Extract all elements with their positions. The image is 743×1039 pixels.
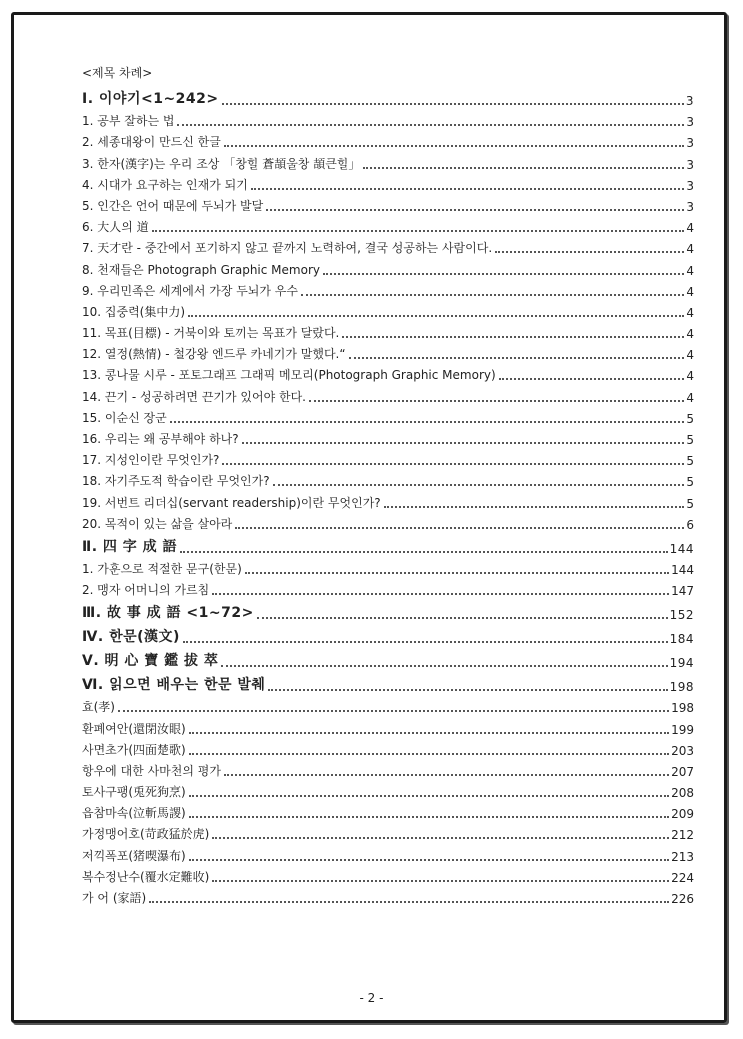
dot-leader xyxy=(189,732,669,734)
toc-page-number: 3 xyxy=(686,178,694,193)
toc-entry-title: 19. 서번트 리더십(servant readership)이란 무엇인가? xyxy=(82,495,381,510)
toc-entry-title: 13. 콩나물 시루 - 포토그래프 그래픽 메모리(Photograph Graphic Memory) xyxy=(82,368,496,383)
toc-entry-title: 5. 인간은 언어 때문에 두뇌가 발달 xyxy=(82,198,264,213)
toc-entry-title: Ⅳ. 한문(漢文) xyxy=(82,629,180,646)
toc-section-entry xyxy=(82,600,694,624)
toc-page-number: 5 xyxy=(686,454,694,469)
toc-entry-title: 7. 天才란 - 중간에서 포기하지 않고 끝까지 노력하여, 결국 성공하는 사람이다. xyxy=(82,241,493,256)
toc-page-number: 224 xyxy=(671,870,694,885)
toc-entry xyxy=(82,428,694,449)
toc-entry xyxy=(82,385,694,406)
toc-entry xyxy=(82,887,694,908)
toc-page-number: 198 xyxy=(671,701,694,716)
toc-page-number: 199 xyxy=(671,722,694,737)
toc-section-entry xyxy=(82,86,694,110)
dot-leader xyxy=(189,859,669,861)
toc-entry-title: 사면초가(四面楚歌) xyxy=(82,742,186,757)
toc-entry-title: 항우에 대한 사마천의 평가 xyxy=(82,763,221,778)
toc-entry-title: 11. 목표(目標) - 거북이와 토끼는 목표가 달랐다. xyxy=(82,326,340,341)
toc-entry-title: 16. 우리는 왜 공부해야 하나? xyxy=(82,432,239,446)
toc-entry-title: Ⅵ. 읽으면 배우는 한문 발췌 xyxy=(82,677,266,694)
toc-page-number: 4 xyxy=(686,284,694,299)
toc-entry xyxy=(82,844,694,865)
dot-leader xyxy=(342,336,684,338)
toc-entry xyxy=(82,802,694,823)
toc-page-number: 3 xyxy=(686,115,694,130)
dot-leader xyxy=(212,593,669,595)
toc-entry xyxy=(82,195,694,216)
toc-entry-title: 2. 세종대왕이 만드신 한글 xyxy=(82,135,221,150)
toc-page-number: 4 xyxy=(686,263,694,278)
toc-entry xyxy=(82,558,694,579)
toc-entry-title: 3. 한자(漢字)는 우리 조상 「창힐 蒼頡울창 頡큰힐」 xyxy=(82,156,361,171)
toc-entry-title: Ⅱ. 四 字 成 語 xyxy=(82,538,178,555)
toc-page-number: 3 xyxy=(685,94,694,108)
toc-entry-title: 18. 자기주도적 학습이란 무엇인가? xyxy=(82,474,270,489)
toc-page-number: 208 xyxy=(671,786,694,801)
toc-entry-title: 2. 맹자 어머니의 가르침 xyxy=(82,583,210,598)
toc-entry-title: 토사구팽(兎死狗烹) xyxy=(82,785,186,800)
dot-leader xyxy=(189,795,669,797)
toc-entry-title: 14. 끈기 - 성공하려면 끈기가 있어야 한다. xyxy=(82,389,306,404)
toc-page-number: 198 xyxy=(669,680,694,695)
dot-leader xyxy=(384,506,685,508)
toc-page-number: 194 xyxy=(669,656,694,671)
toc-entry-title: 15. 이순신 장군 xyxy=(82,410,167,425)
dot-leader xyxy=(189,753,669,755)
toc-page-number: 4 xyxy=(686,221,694,236)
dot-leader xyxy=(235,527,684,529)
toc-entry-title: 1. 가훈으로 적절한 문구(한문) xyxy=(82,561,242,576)
toc-entry xyxy=(82,280,694,301)
dot-leader xyxy=(212,880,669,882)
toc-entry xyxy=(82,343,694,364)
dot-leader xyxy=(242,442,685,444)
toc-page-number: 152 xyxy=(669,608,694,623)
toc-entry xyxy=(82,237,694,258)
dot-leader xyxy=(349,357,685,359)
toc-page-number: 144 xyxy=(671,562,694,577)
toc-entry xyxy=(82,781,694,802)
toc-entry xyxy=(82,131,694,152)
toc-entry-title: Ⅰ. 이야기<1~242> xyxy=(82,91,219,107)
toc-entry xyxy=(82,717,694,738)
toc-entry xyxy=(82,407,694,428)
dot-leader xyxy=(149,901,669,903)
dot-leader xyxy=(266,209,684,211)
toc-page-number: 5 xyxy=(686,411,694,426)
toc-page-number: 5 xyxy=(686,433,694,447)
toc-entry-title: 9. 우리민족은 세계에서 가장 두뇌가 우수 xyxy=(82,283,298,298)
toc-entry xyxy=(82,216,694,237)
table-of-contents xyxy=(82,86,694,908)
toc-entry-title: Ⅲ. 故 事 成 語 <1~72> xyxy=(82,605,254,622)
dot-leader xyxy=(170,421,685,423)
toc-entry xyxy=(82,364,694,385)
toc-section-entry xyxy=(82,672,694,696)
dot-leader xyxy=(257,617,668,619)
toc-entry-title: 환폐여안(還閉汝眼) xyxy=(82,721,186,736)
toc-entry xyxy=(82,470,694,491)
toc-page-number: 4 xyxy=(686,242,694,257)
toc-entry-title: 20. 목적이 있는 삶을 살아라 xyxy=(82,516,233,531)
toc-page-number: 4 xyxy=(686,348,694,363)
dot-leader xyxy=(180,551,668,553)
toc-entry-title: 가 어 (家語) xyxy=(82,891,147,905)
toc-page-number: 226 xyxy=(671,892,694,906)
toc-entry-title: 저끽폭포(猪喫瀑布) xyxy=(82,848,186,863)
toc-page-number: 213 xyxy=(671,849,694,864)
toc-entry xyxy=(82,696,694,717)
dot-leader xyxy=(188,315,684,317)
toc-page-number: 207 xyxy=(671,764,694,779)
dot-leader xyxy=(189,816,669,818)
toc-entry xyxy=(82,258,694,279)
toc-entry xyxy=(82,322,694,343)
dot-leader xyxy=(245,572,669,574)
dot-leader xyxy=(224,145,685,147)
toc-page-number: 4 xyxy=(686,305,694,320)
dot-leader xyxy=(499,378,685,380)
dot-leader xyxy=(212,837,669,839)
dot-leader xyxy=(273,484,685,486)
page-number: - 2 - xyxy=(359,991,384,1005)
toc-entry-title: 6. 大人의 道 xyxy=(82,220,149,235)
toc-page-number: 4 xyxy=(686,369,694,384)
dot-leader xyxy=(251,188,685,190)
dot-leader xyxy=(222,103,684,105)
dot-leader xyxy=(222,463,684,465)
dot-leader xyxy=(221,665,667,667)
toc-page-number: 209 xyxy=(671,807,694,822)
dot-leader xyxy=(363,167,684,169)
toc-entry-title: 복수정난수(覆水定難收) xyxy=(82,869,210,884)
toc-page-number: 3 xyxy=(686,199,694,214)
toc-heading: <제목 차례> xyxy=(82,66,153,80)
dot-leader xyxy=(224,774,669,776)
toc-entry xyxy=(82,301,694,322)
toc-page-number: 4 xyxy=(686,327,694,342)
dot-leader xyxy=(118,710,669,712)
toc-entry xyxy=(82,110,694,131)
toc-entry xyxy=(82,152,694,173)
toc-section-entry xyxy=(82,624,694,648)
toc-page-number: 4 xyxy=(686,390,694,405)
dot-leader xyxy=(309,400,684,402)
dot-leader xyxy=(183,641,668,643)
toc-entry-title: 10. 집중력(集中力) xyxy=(82,304,186,319)
toc-entry xyxy=(82,823,694,844)
toc-entry-title: 효(孝) xyxy=(82,700,115,715)
dot-leader xyxy=(152,230,685,232)
toc-entry xyxy=(82,579,694,600)
toc-entry xyxy=(82,513,694,534)
toc-entry-title: 17. 지성인이란 무엇인가? xyxy=(82,453,220,468)
toc-page-number: 5 xyxy=(686,496,694,511)
toc-page-number: 212 xyxy=(671,828,694,843)
dot-leader xyxy=(268,689,667,691)
toc-page-number: 5 xyxy=(686,475,694,490)
toc-entry-title: Ⅴ. 明 心 寶 鑑 拔 萃 xyxy=(82,653,219,670)
toc-entry-title: 가정맹어호(苛政猛於虎) xyxy=(82,827,210,842)
toc-entry xyxy=(82,491,694,512)
toc-entry-title: 8. 천재들은 Photograph Graphic Memory xyxy=(82,262,320,277)
toc-page-number: 184 xyxy=(669,632,694,647)
toc-entry-title: 4. 시대가 요구하는 인재가 되기 xyxy=(82,177,248,192)
toc-entry xyxy=(82,760,694,781)
toc-entry xyxy=(82,174,694,195)
toc-page-number: 144 xyxy=(669,541,694,556)
toc-entry xyxy=(82,739,694,760)
toc-section-entry xyxy=(82,648,694,672)
toc-entry xyxy=(82,449,694,470)
toc-entry-title: 12. 열정(熱情) - 철강왕 엔드루 카네기가 말했다.“ xyxy=(82,347,346,362)
toc-entry-title: 1. 공부 잘하는 법 xyxy=(82,114,175,129)
toc-page-number: 3 xyxy=(686,136,694,151)
dot-leader xyxy=(323,273,684,275)
toc-entry xyxy=(82,866,694,887)
toc-page-number: 3 xyxy=(686,157,694,172)
toc-section-entry xyxy=(82,534,694,558)
dot-leader xyxy=(177,124,684,126)
dot-leader xyxy=(301,294,684,296)
toc-page-number: 6 xyxy=(686,517,694,532)
toc-page-number: 147 xyxy=(671,584,694,599)
dot-leader xyxy=(495,251,684,253)
toc-page-number: 203 xyxy=(671,743,694,758)
toc-entry-title: 읍참마속(泣斬馬謖) xyxy=(82,806,186,821)
